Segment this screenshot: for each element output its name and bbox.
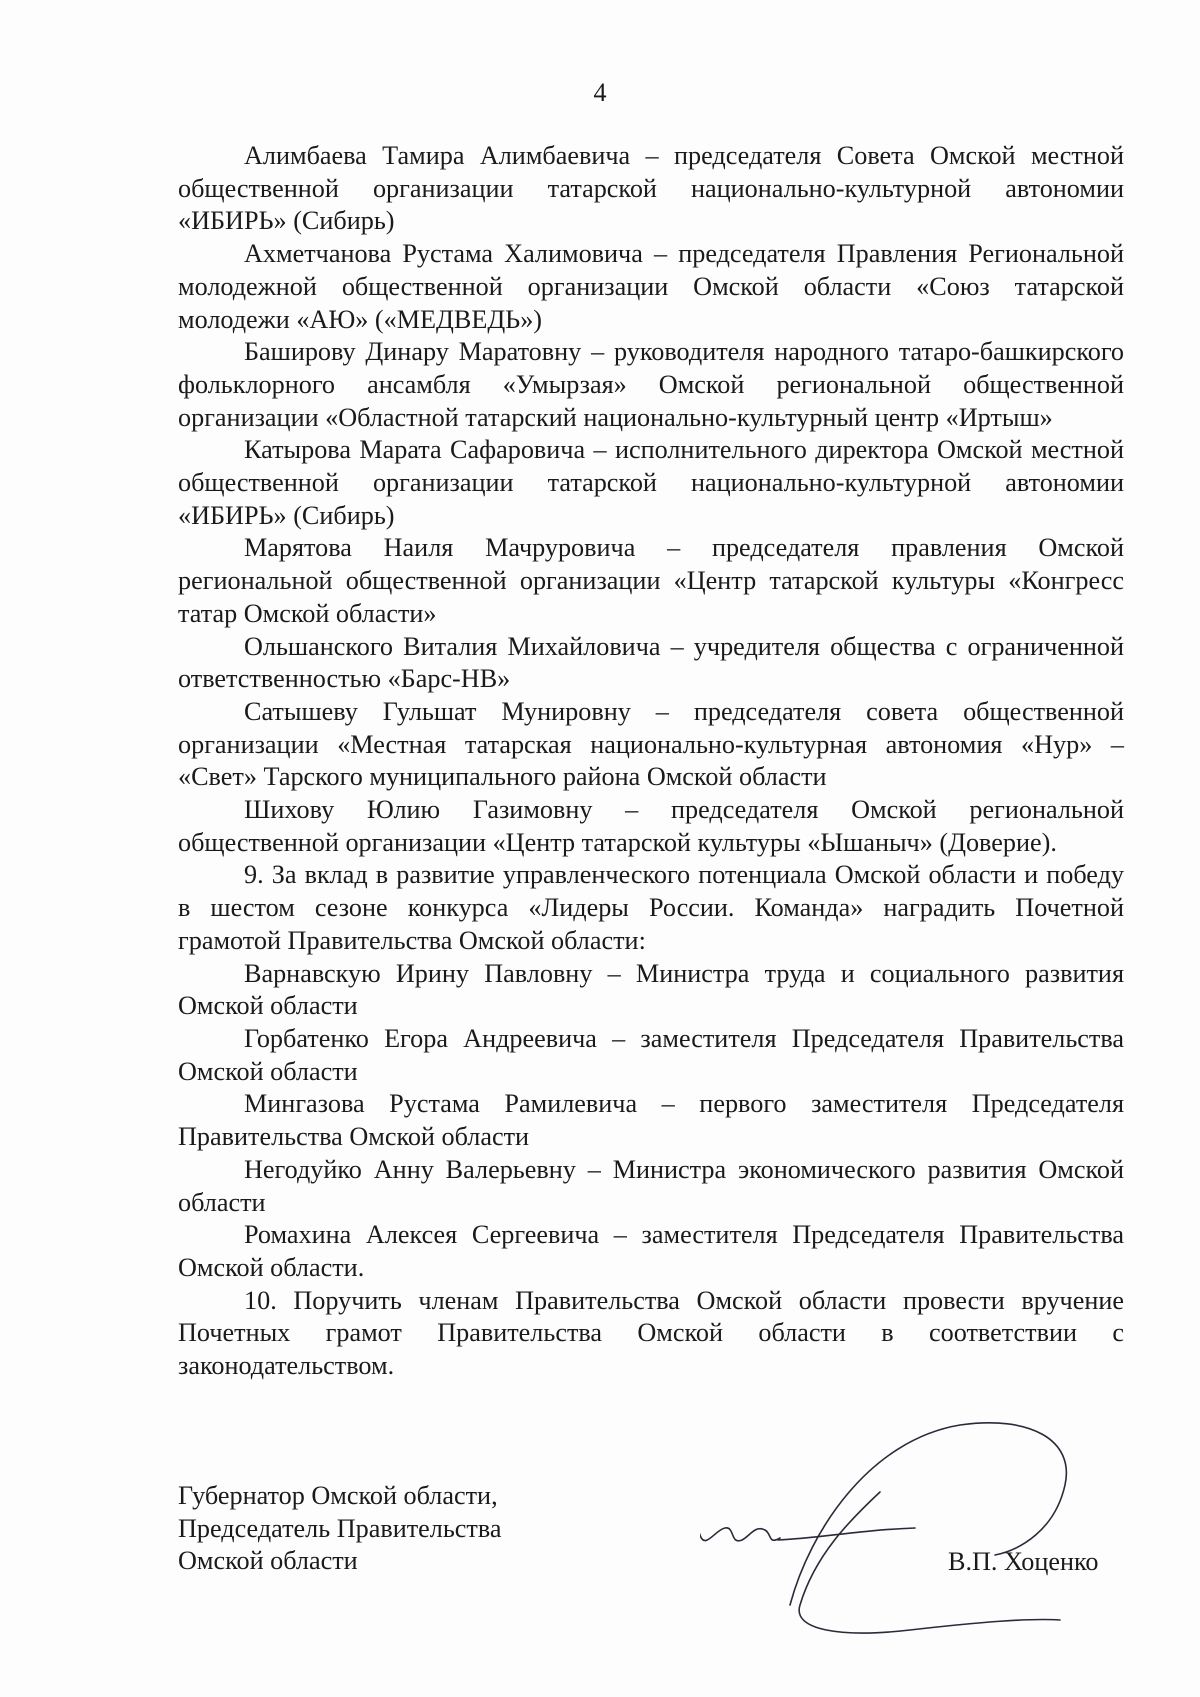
signatory-title-line: Губернатор Омской области,: [178, 1481, 498, 1510]
paragraph: Ромахина Алексея Сергеевича – заместителя Председателя Правительства Омской области.: [178, 1220, 1124, 1282]
signatory-title: [178, 1480, 502, 1578]
paragraph: Марятова Наиля Мачруровича – председателя правления Омской региональной общественной организации «Центр татарской культуры «Конгресс татар Омской области»: [178, 533, 1124, 628]
document-body: [178, 140, 1124, 1383]
paragraph: Алимбаева Тамира Алимбаевича – председателя Совета Омской местной общественной организации татарской национально-культурной автономии «ИБИРЬ» (Сибирь): [178, 141, 1124, 236]
paragraph: Ахметчанова Рустама Халимовича – председателя Правления Региональной молодежной общественной организации Омской области «Союз татарской молодежи «АЮ» («МЕДВЕДЬ»): [178, 239, 1124, 334]
paragraph: Шихову Юлию Газимовну – председателя Омской региональной общественной организации «Центр татарской культуры «Ышаныч» (Доверие).: [178, 795, 1124, 857]
signatory-title-line: Председатель Правительства: [178, 1513, 502, 1543]
paragraph: Катырова Марата Сафаровича – исполнительного директора Омской местной общественной организации татарской национально-культурной автономии «ИБИРЬ» (Сибирь): [178, 435, 1124, 530]
paragraph: Мингазова Рустама Рамилевича – первого заместителя Председателя Правительства Омской области: [178, 1089, 1124, 1152]
paragraph: Негодуйко Анну Валерьевну – Министра экономического развития Омской области: [178, 1154, 1124, 1217]
page-number: 4: [593, 78, 607, 107]
paragraph: Горбатенко Егора Андреевича – заместителя Председателя Правительства Омской области: [178, 1023, 1124, 1086]
paragraph: Варнавскую Ирину Павловну – Министра труда и социального развития Омской области: [178, 958, 1124, 1021]
signatory-name: В.П. Хоценко: [948, 1547, 1099, 1576]
paragraph: 10. Поручить членам Правительства Омской области провести вручение Почетных грамот Правительства Омской области в соответствии с законодательством.: [178, 1285, 1124, 1381]
paragraph: Баширову Динару Маратовну – руководителя народного татаро-башкирского фольклорного ансамбля «Умырзая» Омской региональной общественной организации «Областной татарский национально-культурный центр «Иртыш»: [178, 337, 1124, 432]
handwritten-signature: [700, 1380, 1100, 1640]
paragraph: 9. За вклад в развитие управленческого потенциала Омской области и победу в шестом сезоне конкурса «Лидеры России. Команда» наградить Почетной грамотой Правительства Омской области:: [178, 860, 1124, 955]
signatory-title-line: Омской области: [178, 1546, 358, 1576]
paragraph: Сатышеву Гульшат Мунировну – председателя совета общественной организации «Местная татарская национально-культурная автономия «Нур» – «Свет» Тарского муниципального района Омской области: [178, 696, 1124, 792]
paragraph: Ольшанского Виталия Михайловича – учредителя общества с ограниченной ответственностью «Барс-НВ»: [178, 631, 1124, 694]
